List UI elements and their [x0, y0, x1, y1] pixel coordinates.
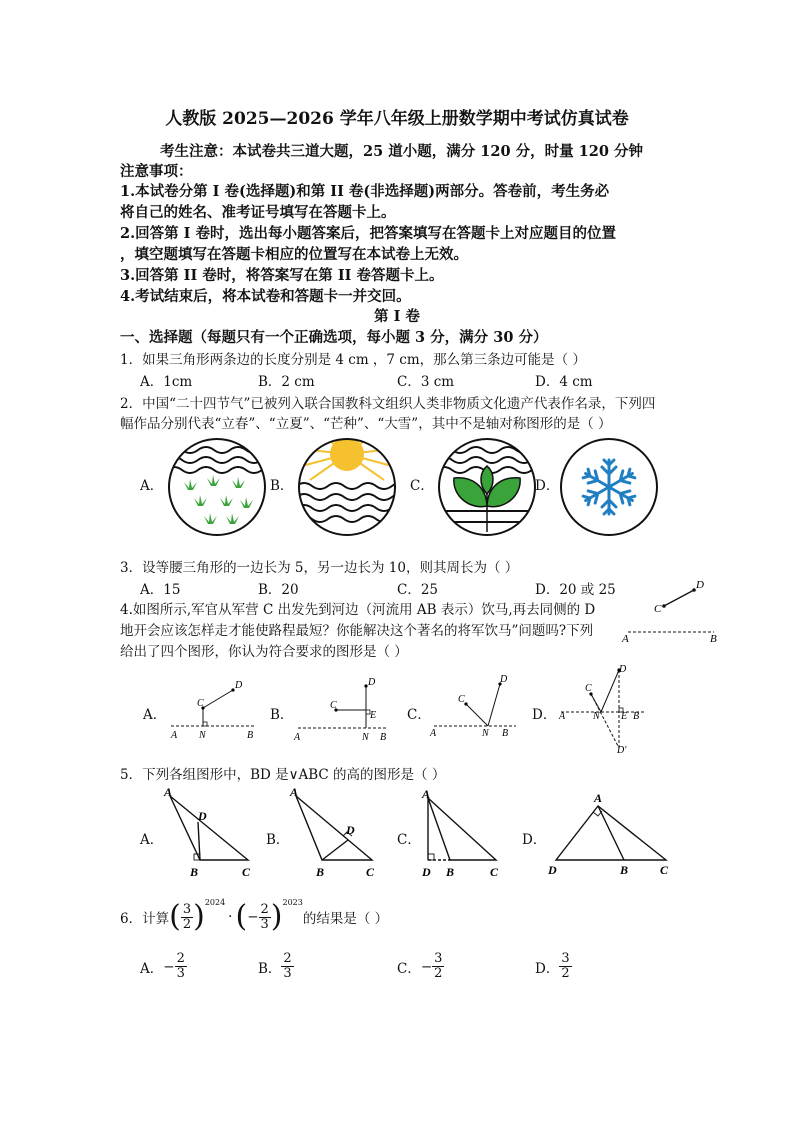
svg-text:B: B — [316, 865, 325, 879]
q6-option-d: D． $\frac{3}{2}$ — [535, 951, 570, 981]
svg-text:D: D — [198, 809, 207, 823]
q4-label-c: C． — [407, 707, 431, 723]
svg-text:D: D — [422, 865, 431, 879]
q3-option-b: B．20 — [258, 582, 299, 598]
question-4-stem: 给出了四个图形，你认为符合要求的图形是（ ） — [120, 644, 408, 660]
question-6-stem: 6．计算 ( $\frac{3}{2}$ ) $^{2024}$ · ( − $\frac{2}{3}$ ) $^{2023}$ 的结果是（ ） — [120, 898, 389, 934]
svg-text:A: A — [294, 732, 301, 743]
svg-text:B: B — [633, 711, 640, 722]
svg-text:D: D — [696, 579, 704, 591]
q4-figure-a — [165, 674, 260, 744]
q5-label-a: A． — [140, 832, 164, 848]
daxue-figure — [558, 436, 660, 538]
q1-option-b: B．2 cm — [258, 374, 315, 390]
q6-option-c: C． − $\frac{3}{2}$ — [397, 951, 443, 981]
svg-text:C: C — [458, 694, 465, 705]
svg-text:C: C — [242, 865, 251, 879]
q4-label-a: A． — [143, 707, 167, 723]
svg-text:D: D — [368, 677, 376, 688]
svg-text:C: C — [366, 865, 375, 879]
svg-text:B: B — [380, 732, 387, 743]
snowflake-icon — [582, 460, 636, 514]
svg-text:C: C — [197, 698, 204, 709]
page-title: 人教版 2025—2026 学年八年级上册数学期中考试仿真试卷 — [165, 109, 629, 129]
q5-label-d: D． — [522, 832, 547, 848]
q5-label-b: B． — [266, 832, 290, 848]
q5-figure-a — [158, 784, 258, 879]
notes-heading: 注意事项： — [120, 163, 193, 180]
note-line: 4.考试结束后，将本试卷和答题卡一并交回。 — [120, 288, 411, 305]
note-line: ，填空题填写在答题卡相应的位置写在本试卷上无效。 — [120, 246, 468, 263]
svg-text:A: A — [622, 633, 629, 645]
svg-text:N: N — [199, 730, 206, 741]
svg-text:C: C — [654, 603, 662, 615]
svg-text:C: C — [585, 683, 592, 694]
svg-text:B: B — [247, 730, 254, 741]
q3-option-d: D．20 或 25 — [535, 582, 616, 598]
svg-text:N: N — [362, 732, 369, 743]
svg-text:E: E — [621, 711, 628, 722]
question-1-stem: 1．如果三角形两条边的长度分别是 4 cm ，7 cm，那么第三条边可能是（ ） — [120, 352, 586, 368]
q1-option-a: A．1cm — [140, 374, 193, 390]
q5-figure-d — [540, 788, 680, 880]
svg-text:D: D — [548, 863, 557, 877]
svg-text:D: D — [235, 680, 243, 691]
mangzhong-figure — [436, 436, 538, 538]
question-2-stem: 幅作品分别代表“立春”、“立夏”、“芒种”、“大雪”，其中不是轴对称图形的是（ ） — [120, 416, 612, 432]
q1-option-c: C．3 cm — [397, 374, 455, 390]
svg-text:A: A — [290, 785, 299, 799]
q1-option-d: D．4 cm — [535, 374, 593, 390]
q5-figure-b — [286, 784, 386, 879]
note-line: 1.本试卷分第 I 卷(选择题)和第 II 卷(非选择题)两部分。答卷前，考生务必 — [120, 183, 610, 200]
general-horse-figure — [618, 576, 718, 646]
svg-text:D′: D′ — [617, 745, 627, 756]
svg-text:A: A — [559, 711, 566, 722]
q4-label-b: B． — [270, 707, 294, 723]
svg-text:C: C — [490, 865, 499, 879]
lixia-figure — [296, 436, 398, 538]
q4-figure-d — [555, 664, 650, 756]
q3-option-c: C．25 — [397, 582, 439, 598]
svg-text:B: B — [190, 865, 199, 879]
q5-label-c: C． — [397, 832, 421, 848]
q5-figure-c — [418, 784, 508, 879]
sun-icon — [302, 436, 392, 480]
part-title: 第 I 卷 — [374, 308, 420, 325]
svg-text:D: D — [346, 823, 355, 837]
q6-prefix: 6．计算 — [120, 911, 170, 927]
q2-label-a: A． — [140, 478, 164, 494]
svg-text:B: B — [446, 865, 455, 879]
svg-text:N: N — [482, 728, 489, 739]
q2-label-d: D． — [535, 478, 560, 494]
q6-option-a: A． − $\frac{2}{3}$ — [140, 951, 185, 981]
svg-text:C: C — [330, 700, 337, 711]
lichun-figure — [166, 436, 268, 538]
note-line: 2.回答第 I 卷时，选出每小题答案后，把答案填写在答题卡上对应题目的位置 — [120, 225, 617, 242]
svg-text:D: D — [619, 664, 627, 675]
svg-text:A: A — [430, 728, 437, 739]
q2-label-c: C． — [410, 478, 434, 494]
svg-text:B: B — [502, 728, 509, 739]
section-title: 一、选择题（每题只有一个正确选项，每小题 3 分，满分 30 分） — [120, 329, 548, 346]
svg-text:C: C — [660, 863, 669, 877]
svg-text:B: B — [710, 633, 717, 645]
svg-text:A: A — [422, 787, 431, 801]
q6-option-b: B． $\frac{2}{3}$ — [258, 951, 292, 981]
q6-exponent-1: 2024 — [204, 898, 226, 907]
svg-text:A: A — [171, 730, 178, 741]
q4-label-d: D． — [532, 707, 557, 723]
q2-label-b: B． — [270, 478, 294, 494]
question-4-stem: 地开会应该怎样走才能使路程最短？你能解决这个著名的将军饮马”问题吗?下列 — [120, 623, 594, 639]
note-line: 将自己的姓名、准考证号填写在答题卡上。 — [120, 204, 396, 221]
q4-figure-b — [292, 674, 392, 744]
q3-option-a: A．15 — [140, 582, 181, 598]
svg-text:B: B — [620, 863, 629, 877]
q6-exponent-2: 2023 — [282, 898, 303, 907]
svg-text:N: N — [593, 711, 600, 722]
question-2-stem: 2．中国“二十四节气”已被列入联合国教科文组织人类非物质文化遗产代表作名录，下列四 — [120, 396, 656, 412]
svg-text:E: E — [370, 710, 377, 721]
q6-suffix: 的结果是（ ） — [302, 911, 389, 927]
note-line: 3.回答第 II 卷时，将答案写在第 II 卷答题卡上。 — [120, 267, 444, 284]
grass-icon — [184, 475, 253, 524]
question-4-stem: 4.如图所示,军官从军营 C 出发先到河边（河流用 AB 表示）饮马,再去同侧的 D — [120, 602, 596, 618]
q4-figure-c — [428, 674, 523, 744]
exam-notice: 考生注意：本试卷共三道大题，25 道小题，满分 120 分，时量 120 分钟 — [160, 143, 643, 160]
svg-text:A: A — [594, 791, 603, 805]
svg-text:A: A — [164, 785, 173, 799]
question-3-stem: 3．设等腰三角形的一边长为 5，另一边长为 10，则其周长为（ ） — [120, 560, 519, 576]
question-5-stem: 5．下列各组图形中，BD 是∨ABC 的高的图形是（ ） — [120, 767, 446, 783]
svg-text:D: D — [500, 674, 508, 685]
